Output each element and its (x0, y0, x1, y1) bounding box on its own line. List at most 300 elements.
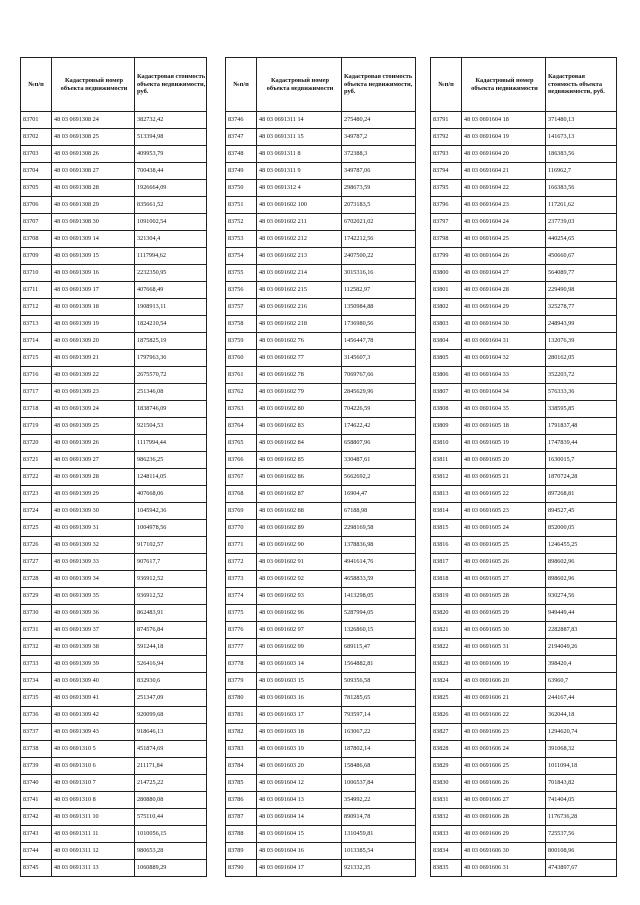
row-number: 83785 (226, 775, 257, 792)
row-number: 83798 (431, 231, 462, 248)
cadastral-value: 371480,13 (546, 112, 617, 129)
cadastral-value: 575110,44 (135, 809, 207, 826)
cadastral-number: 48 03 0691603 19 (257, 741, 342, 758)
cadastral-value: 251347,09 (135, 690, 207, 707)
table-row (21, 146, 207, 163)
row-number: 83809 (431, 418, 462, 435)
row-number: 83701 (21, 112, 52, 129)
table-row (226, 639, 416, 656)
cadastral-table-1 (20, 57, 207, 877)
cadastral-number: 48 03 0691308 25 (52, 129, 135, 146)
table-row (431, 554, 617, 571)
cadastral-number: 48 03 0691602 90 (257, 537, 342, 554)
cadastral-number: 48 03 0691604 35 (462, 401, 546, 418)
table-row (226, 214, 416, 231)
table-row (431, 690, 617, 707)
table-row (431, 350, 617, 367)
cadastral-number: 48 03 0691310 6 (52, 758, 135, 775)
cadastral-number: 48 03 0691602 218 (257, 316, 342, 333)
table-body (431, 112, 617, 877)
cadastral-value: 1117994,62 (135, 248, 207, 265)
table-row (226, 163, 416, 180)
cadastral-number: 48 03 0691605 24 (462, 520, 546, 537)
cadastral-value: 6702021,02 (342, 214, 416, 231)
row-number: 83813 (431, 486, 462, 503)
cadastral-value: 1908913,11 (135, 299, 207, 316)
table-row (21, 214, 207, 231)
cadastral-table-3 (430, 57, 617, 877)
cadastral-number: 48 03 0691606 26 (462, 775, 546, 792)
cadastral-number: 48 03 0691604 16 (257, 843, 342, 860)
cadastral-value: 1350984,88 (342, 299, 416, 316)
cadastral-value: 980653,28 (135, 843, 207, 860)
cadastral-number: 48 03 0691605 23 (462, 503, 546, 520)
table-row (21, 724, 207, 741)
table-row (226, 656, 416, 673)
cadastral-number: 48 03 0691309 25 (52, 418, 135, 435)
cadastral-number: 48 03 0691604 27 (462, 265, 546, 282)
cadastral-number: 48 03 0691309 20 (52, 333, 135, 350)
row-number: 83817 (431, 554, 462, 571)
table-row (226, 826, 416, 843)
cadastral-value: 407668,49 (135, 282, 207, 299)
cadastral-number: 48 03 0691312 4 (257, 180, 342, 197)
cadastral-number: 48 03 0691605 26 (462, 554, 546, 571)
cadastral-number: 48 03 0691605 25 (462, 537, 546, 554)
table-row (226, 741, 416, 758)
table-row (431, 724, 617, 741)
cadastral-value: 898602,96 (546, 571, 617, 588)
cadastral-number: 48 03 0691604 22 (462, 180, 546, 197)
table-row (226, 367, 416, 384)
cadastral-value: 862483,91 (135, 605, 207, 622)
cadastral-number: 48 03 0691602 91 (257, 554, 342, 571)
row-number: 83803 (431, 316, 462, 333)
cadastral-number: 48 03 0691602 76 (257, 333, 342, 350)
table-row (431, 826, 617, 843)
row-number: 83826 (431, 707, 462, 724)
cadastral-value: 280162,05 (546, 350, 617, 367)
row-number: 83761 (226, 367, 257, 384)
row-number: 83730 (21, 605, 52, 622)
row-number: 83774 (226, 588, 257, 605)
table-row (21, 605, 207, 622)
table-row (226, 435, 416, 452)
row-number: 83799 (431, 248, 462, 265)
cadastral-value: 1630015,7 (546, 452, 617, 469)
cadastral-value: 658807,96 (342, 435, 416, 452)
cadastral-number: 48 03 0691604 32 (462, 350, 546, 367)
table-row (21, 112, 207, 129)
cadastral-number: 48 03 0691604 17 (257, 860, 342, 877)
table-row (431, 503, 617, 520)
row-number: 83787 (226, 809, 257, 826)
cadastral-number: 48 03 0691308 28 (52, 180, 135, 197)
table-row (21, 537, 207, 554)
row-number: 83702 (21, 129, 52, 146)
cadastral-value: 591244,18 (135, 639, 207, 656)
table-row (431, 112, 617, 129)
cadastral-number: 48 03 0691604 13 (257, 792, 342, 809)
cadastral-number: 48 03 0691311 13 (52, 860, 135, 877)
row-number: 83757 (226, 299, 257, 316)
header-number: №п/п (226, 58, 257, 112)
row-number: 83806 (431, 367, 462, 384)
row-number: 83760 (226, 350, 257, 367)
cadastral-number: 48 03 0691604 15 (257, 826, 342, 843)
row-number: 83735 (21, 690, 52, 707)
table-body (226, 112, 416, 877)
cadastral-value: 918646,13 (135, 724, 207, 741)
cadastral-value: 407668,06 (135, 486, 207, 503)
table-row (226, 775, 416, 792)
row-number: 83818 (431, 571, 462, 588)
table-row (21, 639, 207, 656)
table-row (431, 520, 617, 537)
row-number: 83801 (431, 282, 462, 299)
row-number: 83784 (226, 758, 257, 775)
cadastral-number: 48 03 0691309 23 (52, 384, 135, 401)
cadastral-number: 48 03 0691311 10 (52, 809, 135, 826)
row-number: 83729 (21, 588, 52, 605)
cadastral-value: 894527,45 (546, 503, 617, 520)
table-row (21, 690, 207, 707)
cadastral-value: 391068,32 (546, 741, 617, 758)
cadastral-number: 48 03 0691602 211 (257, 214, 342, 231)
cadastral-value: 67188,98 (342, 503, 416, 520)
cadastral-value: 63960,7 (546, 673, 617, 690)
row-number: 83764 (226, 418, 257, 435)
table-row (226, 469, 416, 486)
row-number: 83746 (226, 112, 257, 129)
row-number: 83794 (431, 163, 462, 180)
cadastral-value: 725537,56 (546, 826, 617, 843)
table-row (226, 571, 416, 588)
table-row (21, 418, 207, 435)
cadastral-number: 48 03 0691602 78 (257, 367, 342, 384)
cadastral-value: 1176736,28 (546, 809, 617, 826)
header-cadastral-value: Кадастровая стоимость объекта недвижимости, руб. (135, 58, 207, 112)
cadastral-number: 48 03 0691311 9 (257, 163, 342, 180)
cadastral-number: 48 03 0691309 36 (52, 605, 135, 622)
row-number: 83767 (226, 469, 257, 486)
cadastral-value: 689115,47 (342, 639, 416, 656)
table-row (21, 520, 207, 537)
cadastral-number: 48 03 0691311 8 (257, 146, 342, 163)
row-number: 83722 (21, 469, 52, 486)
cadastral-value: 325278,77 (546, 299, 617, 316)
row-number: 83755 (226, 265, 257, 282)
table-row (21, 248, 207, 265)
cadastral-value: 214725,22 (135, 775, 207, 792)
row-number: 83834 (431, 843, 462, 860)
cadastral-value: 921504,53 (135, 418, 207, 435)
row-number: 83796 (431, 197, 462, 214)
table-row (431, 180, 617, 197)
cadastral-number: 48 03 0691605 20 (462, 452, 546, 469)
table-row (431, 299, 617, 316)
row-number: 83732 (21, 639, 52, 656)
cadastral-value: 1010056,15 (135, 826, 207, 843)
row-number: 83824 (431, 673, 462, 690)
table-row (431, 384, 617, 401)
cadastral-value: 248943,99 (546, 316, 617, 333)
cadastral-number: 48 03 0691602 89 (257, 520, 342, 537)
cadastral-number: 48 03 0691604 30 (462, 316, 546, 333)
table-row (21, 554, 207, 571)
table-row (431, 418, 617, 435)
cadastral-number: 48 03 0691309 42 (52, 707, 135, 724)
cadastral-number: 48 03 0691604 20 (462, 146, 546, 163)
row-number: 83835 (431, 860, 462, 877)
cadastral-value: 741404,05 (546, 792, 617, 809)
row-number: 83768 (226, 486, 257, 503)
table-row (21, 741, 207, 758)
cadastral-value: 917102,57 (135, 537, 207, 554)
row-number: 83706 (21, 197, 52, 214)
row-number: 83797 (431, 214, 462, 231)
row-number: 83749 (226, 163, 257, 180)
table-row (21, 775, 207, 792)
row-number: 83711 (21, 282, 52, 299)
table-row (21, 826, 207, 843)
table-row (226, 282, 416, 299)
table-row (21, 622, 207, 639)
cadastral-number: 48 03 0691602 85 (257, 452, 342, 469)
table-row (226, 537, 416, 554)
table-row (21, 758, 207, 775)
cadastral-number: 48 03 0691605 31 (462, 639, 546, 656)
table-row (431, 214, 617, 231)
cadastral-number: 48 03 0691309 31 (52, 520, 135, 537)
table-row (431, 469, 617, 486)
table-row (226, 197, 416, 214)
row-number: 83780 (226, 690, 257, 707)
row-number: 83742 (21, 809, 52, 826)
table-row (21, 180, 207, 197)
table-row (431, 605, 617, 622)
row-number: 83759 (226, 333, 257, 350)
cadastral-number: 48 03 0691602 215 (257, 282, 342, 299)
table-row (226, 231, 416, 248)
cadastral-number: 48 03 0691603 17 (257, 707, 342, 724)
cadastral-number: 48 03 0691605 19 (462, 435, 546, 452)
cadastral-value: 1006537,84 (342, 775, 416, 792)
row-number: 83762 (226, 384, 257, 401)
table-row (226, 401, 416, 418)
cadastral-number: 48 03 0691311 12 (52, 843, 135, 860)
table-row (21, 503, 207, 520)
row-number: 83752 (226, 214, 257, 231)
cadastral-value: 338595,85 (546, 401, 617, 418)
cadastral-number: 48 03 0691604 23 (462, 197, 546, 214)
cadastral-value: 372388,3 (342, 146, 416, 163)
row-number: 83715 (21, 350, 52, 367)
row-number: 83821 (431, 622, 462, 639)
row-number: 83777 (226, 639, 257, 656)
cadastral-value: 986236,25 (135, 452, 207, 469)
row-number: 83704 (21, 163, 52, 180)
cadastral-value: 1838746,09 (135, 401, 207, 418)
row-number: 83795 (431, 180, 462, 197)
row-number: 83765 (226, 435, 257, 452)
row-number: 83781 (226, 707, 257, 724)
cadastral-number: 48 03 0691308 24 (52, 112, 135, 129)
cadastral-number: 48 03 0691309 35 (52, 588, 135, 605)
cadastral-value: 4658833,59 (342, 571, 416, 588)
row-number: 83724 (21, 503, 52, 520)
row-number: 83731 (21, 622, 52, 639)
cadastral-number: 48 03 0691602 87 (257, 486, 342, 503)
cadastral-number: 48 03 0691309 43 (52, 724, 135, 741)
table-row (431, 435, 617, 452)
table-row (226, 333, 416, 350)
cadastral-value: 2282887,83 (546, 622, 617, 639)
cadastral-value: 112582,97 (342, 282, 416, 299)
cadastral-value: 349787,06 (342, 163, 416, 180)
cadastral-number: 48 03 0691309 15 (52, 248, 135, 265)
cadastral-value: 117261,62 (546, 197, 617, 214)
row-number: 83737 (21, 724, 52, 741)
cadastral-number: 48 03 0691602 79 (257, 384, 342, 401)
table-row (226, 350, 416, 367)
cadastral-number: 48 03 0691604 21 (462, 163, 546, 180)
row-number: 83738 (21, 741, 52, 758)
cadastral-value: 2073183,5 (342, 197, 416, 214)
cadastral-value: 1045942,36 (135, 503, 207, 520)
row-number: 83748 (226, 146, 257, 163)
cadastral-value: 1797963,36 (135, 350, 207, 367)
cadastral-value: 1326860,15 (342, 622, 416, 639)
table-row (21, 316, 207, 333)
cadastral-number: 48 03 0691602 97 (257, 622, 342, 639)
table-row (431, 486, 617, 503)
table-row (226, 673, 416, 690)
table-row (431, 163, 617, 180)
cadastral-value: 244167,44 (546, 690, 617, 707)
table-row (21, 367, 207, 384)
row-number: 83814 (431, 503, 462, 520)
cadastral-number: 48 03 0691602 96 (257, 605, 342, 622)
row-number: 83829 (431, 758, 462, 775)
cadastral-value: 2845629,96 (342, 384, 416, 401)
cadastral-number: 48 03 0691606 23 (462, 724, 546, 741)
table-row (431, 316, 617, 333)
row-number: 83756 (226, 282, 257, 299)
cadastral-value: 398420,4 (546, 656, 617, 673)
cadastral-value: 835661,52 (135, 197, 207, 214)
table-row (431, 775, 617, 792)
cadastral-number: 48 03 0691309 28 (52, 469, 135, 486)
table-row (21, 401, 207, 418)
cadastral-number: 48 03 0691603 18 (257, 724, 342, 741)
cadastral-number: 48 03 0691606 29 (462, 826, 546, 843)
cadastral-value: 907617,7 (135, 554, 207, 571)
cadastral-value: 3145607,3 (342, 350, 416, 367)
table-row (431, 809, 617, 826)
cadastral-value: 229490,98 (546, 282, 617, 299)
table-row (21, 282, 207, 299)
cadastral-value: 450660,67 (546, 248, 617, 265)
row-number: 83705 (21, 180, 52, 197)
table-row (21, 860, 207, 877)
table-row (226, 860, 416, 877)
table-row (431, 843, 617, 860)
cadastral-number: 48 03 0691308 27 (52, 163, 135, 180)
table-row (226, 486, 416, 503)
cadastral-number: 48 03 0691605 22 (462, 486, 546, 503)
cadastral-value: 1870724,28 (546, 469, 617, 486)
table-row (431, 367, 617, 384)
table-row (431, 282, 617, 299)
cadastral-value: 7069767,66 (342, 367, 416, 384)
cadastral-number: 48 03 0691310 7 (52, 775, 135, 792)
cadastral-number: 48 03 0691606 20 (462, 673, 546, 690)
row-number: 83788 (226, 826, 257, 843)
row-number: 83723 (21, 486, 52, 503)
cadastral-value: 526416,94 (135, 656, 207, 673)
cadastral-number: 48 03 0691606 31 (462, 860, 546, 877)
row-number: 83816 (431, 537, 462, 554)
cadastral-number: 48 03 0691604 19 (462, 129, 546, 146)
cadastral-value: 781285,65 (342, 690, 416, 707)
row-number: 83725 (21, 520, 52, 537)
row-number: 83810 (431, 435, 462, 452)
cadastral-number: 48 03 0691309 14 (52, 231, 135, 248)
row-number: 83805 (431, 350, 462, 367)
table-row (431, 265, 617, 282)
cadastral-number: 48 03 0691604 12 (257, 775, 342, 792)
cadastral-number: 48 03 0691309 38 (52, 639, 135, 656)
row-number: 83808 (431, 401, 462, 418)
row-number: 83776 (226, 622, 257, 639)
cadastral-number: 48 03 0691603 16 (257, 690, 342, 707)
cadastral-number: 48 03 0691606 19 (462, 656, 546, 673)
cadastral-number: 48 03 0691602 86 (257, 469, 342, 486)
row-number: 83763 (226, 401, 257, 418)
cadastral-value: 1246455,25 (546, 537, 617, 554)
cadastral-value: 1564882,81 (342, 656, 416, 673)
cadastral-value: 1117994,44 (135, 435, 207, 452)
cadastral-number: 48 03 0691603 14 (257, 656, 342, 673)
row-number: 83712 (21, 299, 52, 316)
cadastral-value: 1004978,56 (135, 520, 207, 537)
row-number: 83741 (21, 792, 52, 809)
table-row (21, 707, 207, 724)
cadastral-number: 48 03 0691603 20 (257, 758, 342, 775)
cadastral-number: 48 03 0691309 33 (52, 554, 135, 571)
row-number: 83716 (21, 367, 52, 384)
cadastral-number: 48 03 0691604 24 (462, 214, 546, 231)
row-number: 83758 (226, 316, 257, 333)
cadastral-value: 930274,56 (546, 588, 617, 605)
cadastral-number: 48 03 0691606 25 (462, 758, 546, 775)
cadastral-number: 48 03 0691309 18 (52, 299, 135, 316)
row-number: 83828 (431, 741, 462, 758)
cadastral-number: 48 03 0691604 26 (462, 248, 546, 265)
row-number: 83754 (226, 248, 257, 265)
cadastral-number: 48 03 0691309 16 (52, 265, 135, 282)
row-number: 83786 (226, 792, 257, 809)
row-number: 83833 (431, 826, 462, 843)
cadastral-number: 48 03 0691309 30 (52, 503, 135, 520)
table-row (226, 792, 416, 809)
cadastral-number: 48 03 0691604 31 (462, 333, 546, 350)
row-number: 83822 (431, 639, 462, 656)
header-number: №п/п (431, 58, 462, 112)
table-row (431, 639, 617, 656)
cadastral-number: 48 03 0691308 29 (52, 197, 135, 214)
